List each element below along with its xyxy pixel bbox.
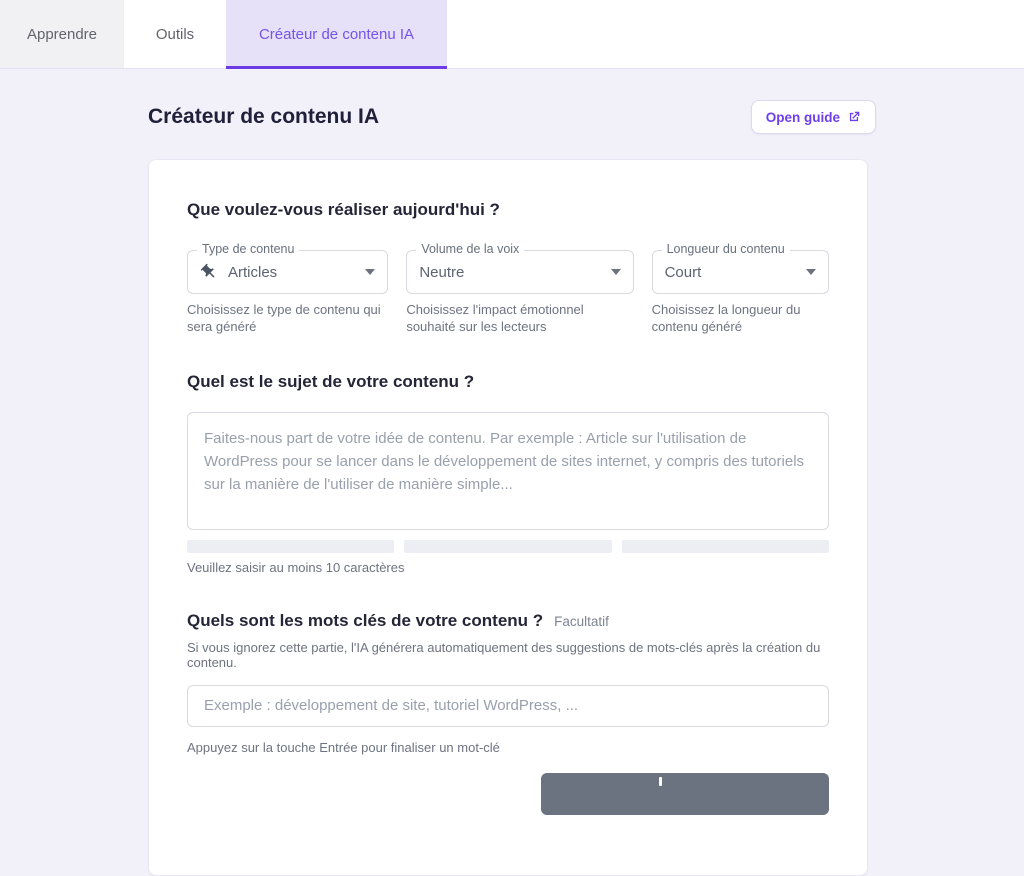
content-length-value: Court	[664, 263, 702, 281]
keywords-input[interactable]	[187, 685, 829, 727]
content-length-select[interactable]	[652, 242, 829, 294]
tab-apprendre[interactable]: Apprendre	[0, 0, 124, 68]
min-characters-hint: Veuillez saisir au moins 10 caractères	[187, 559, 405, 575]
page-body	[0, 99, 1024, 876]
page-header	[148, 99, 876, 135]
chevron-down-icon	[365, 269, 375, 275]
char-progress-segment	[404, 540, 611, 553]
enter-key-hint: Appuyez sur la touche Entrée pour finaliser un mot-clé	[187, 739, 500, 755]
tab-outils[interactable]: Outils	[124, 0, 226, 68]
tab-createur-de-contenu-ia[interactable]: Créateur de contenu IA	[226, 0, 447, 68]
content-type-value: Articles	[228, 263, 278, 281]
external-link-icon	[847, 110, 861, 124]
goal-heading: Que voulez-vous réaliser aujourd'hui ?	[187, 200, 500, 219]
goal-fields-row	[187, 242, 829, 336]
optional-badge: Facultatif	[554, 613, 609, 629]
content-length-helper: Choisissez la longueur du contenu généré	[651, 302, 801, 334]
char-progress-bar	[187, 540, 829, 553]
char-progress-segment	[622, 540, 829, 553]
submit-button[interactable]	[541, 773, 829, 815]
voice-volume-legend: Volume de la voix	[416, 242, 524, 256]
keywords-heading-row	[187, 611, 829, 631]
content-type-legend: Type de contenu	[197, 242, 299, 256]
content-creator-card	[148, 159, 868, 876]
content-type-select[interactable]	[187, 242, 388, 294]
keywords-heading: Quels sont les mots clés de votre contenu ?	[187, 610, 544, 630]
keywords-note: Si vous ignorez cette partie, l'IA générera automatiquement des suggestions de mots-clés après la création du contenu.	[187, 639, 821, 670]
content-length-legend: Longueur du contenu	[662, 242, 790, 256]
open-guide-label: Open guide	[765, 109, 840, 125]
char-progress-segment	[187, 540, 394, 553]
chevron-down-icon	[611, 269, 621, 275]
subject-textarea[interactable]	[187, 412, 829, 530]
content-type-helper: Choisissez le type de contenu qui sera généré	[187, 302, 381, 334]
open-guide-button[interactable]	[751, 100, 876, 134]
voice-volume-helper: Choisissez l'impact émotionnel souhaité sur les lecteurs	[406, 302, 584, 334]
submit-button-icon	[659, 777, 662, 786]
tab-bar	[0, 0, 1024, 69]
page-title: Créateur de contenu IA	[148, 105, 380, 128]
subject-heading: Quel est le sujet de votre contenu ?	[187, 371, 475, 391]
voice-volume-select[interactable]	[406, 242, 633, 294]
submit-row	[187, 773, 829, 815]
pushpin-icon	[200, 263, 218, 281]
voice-volume-value: Neutre	[419, 263, 465, 281]
chevron-down-icon	[806, 269, 816, 275]
